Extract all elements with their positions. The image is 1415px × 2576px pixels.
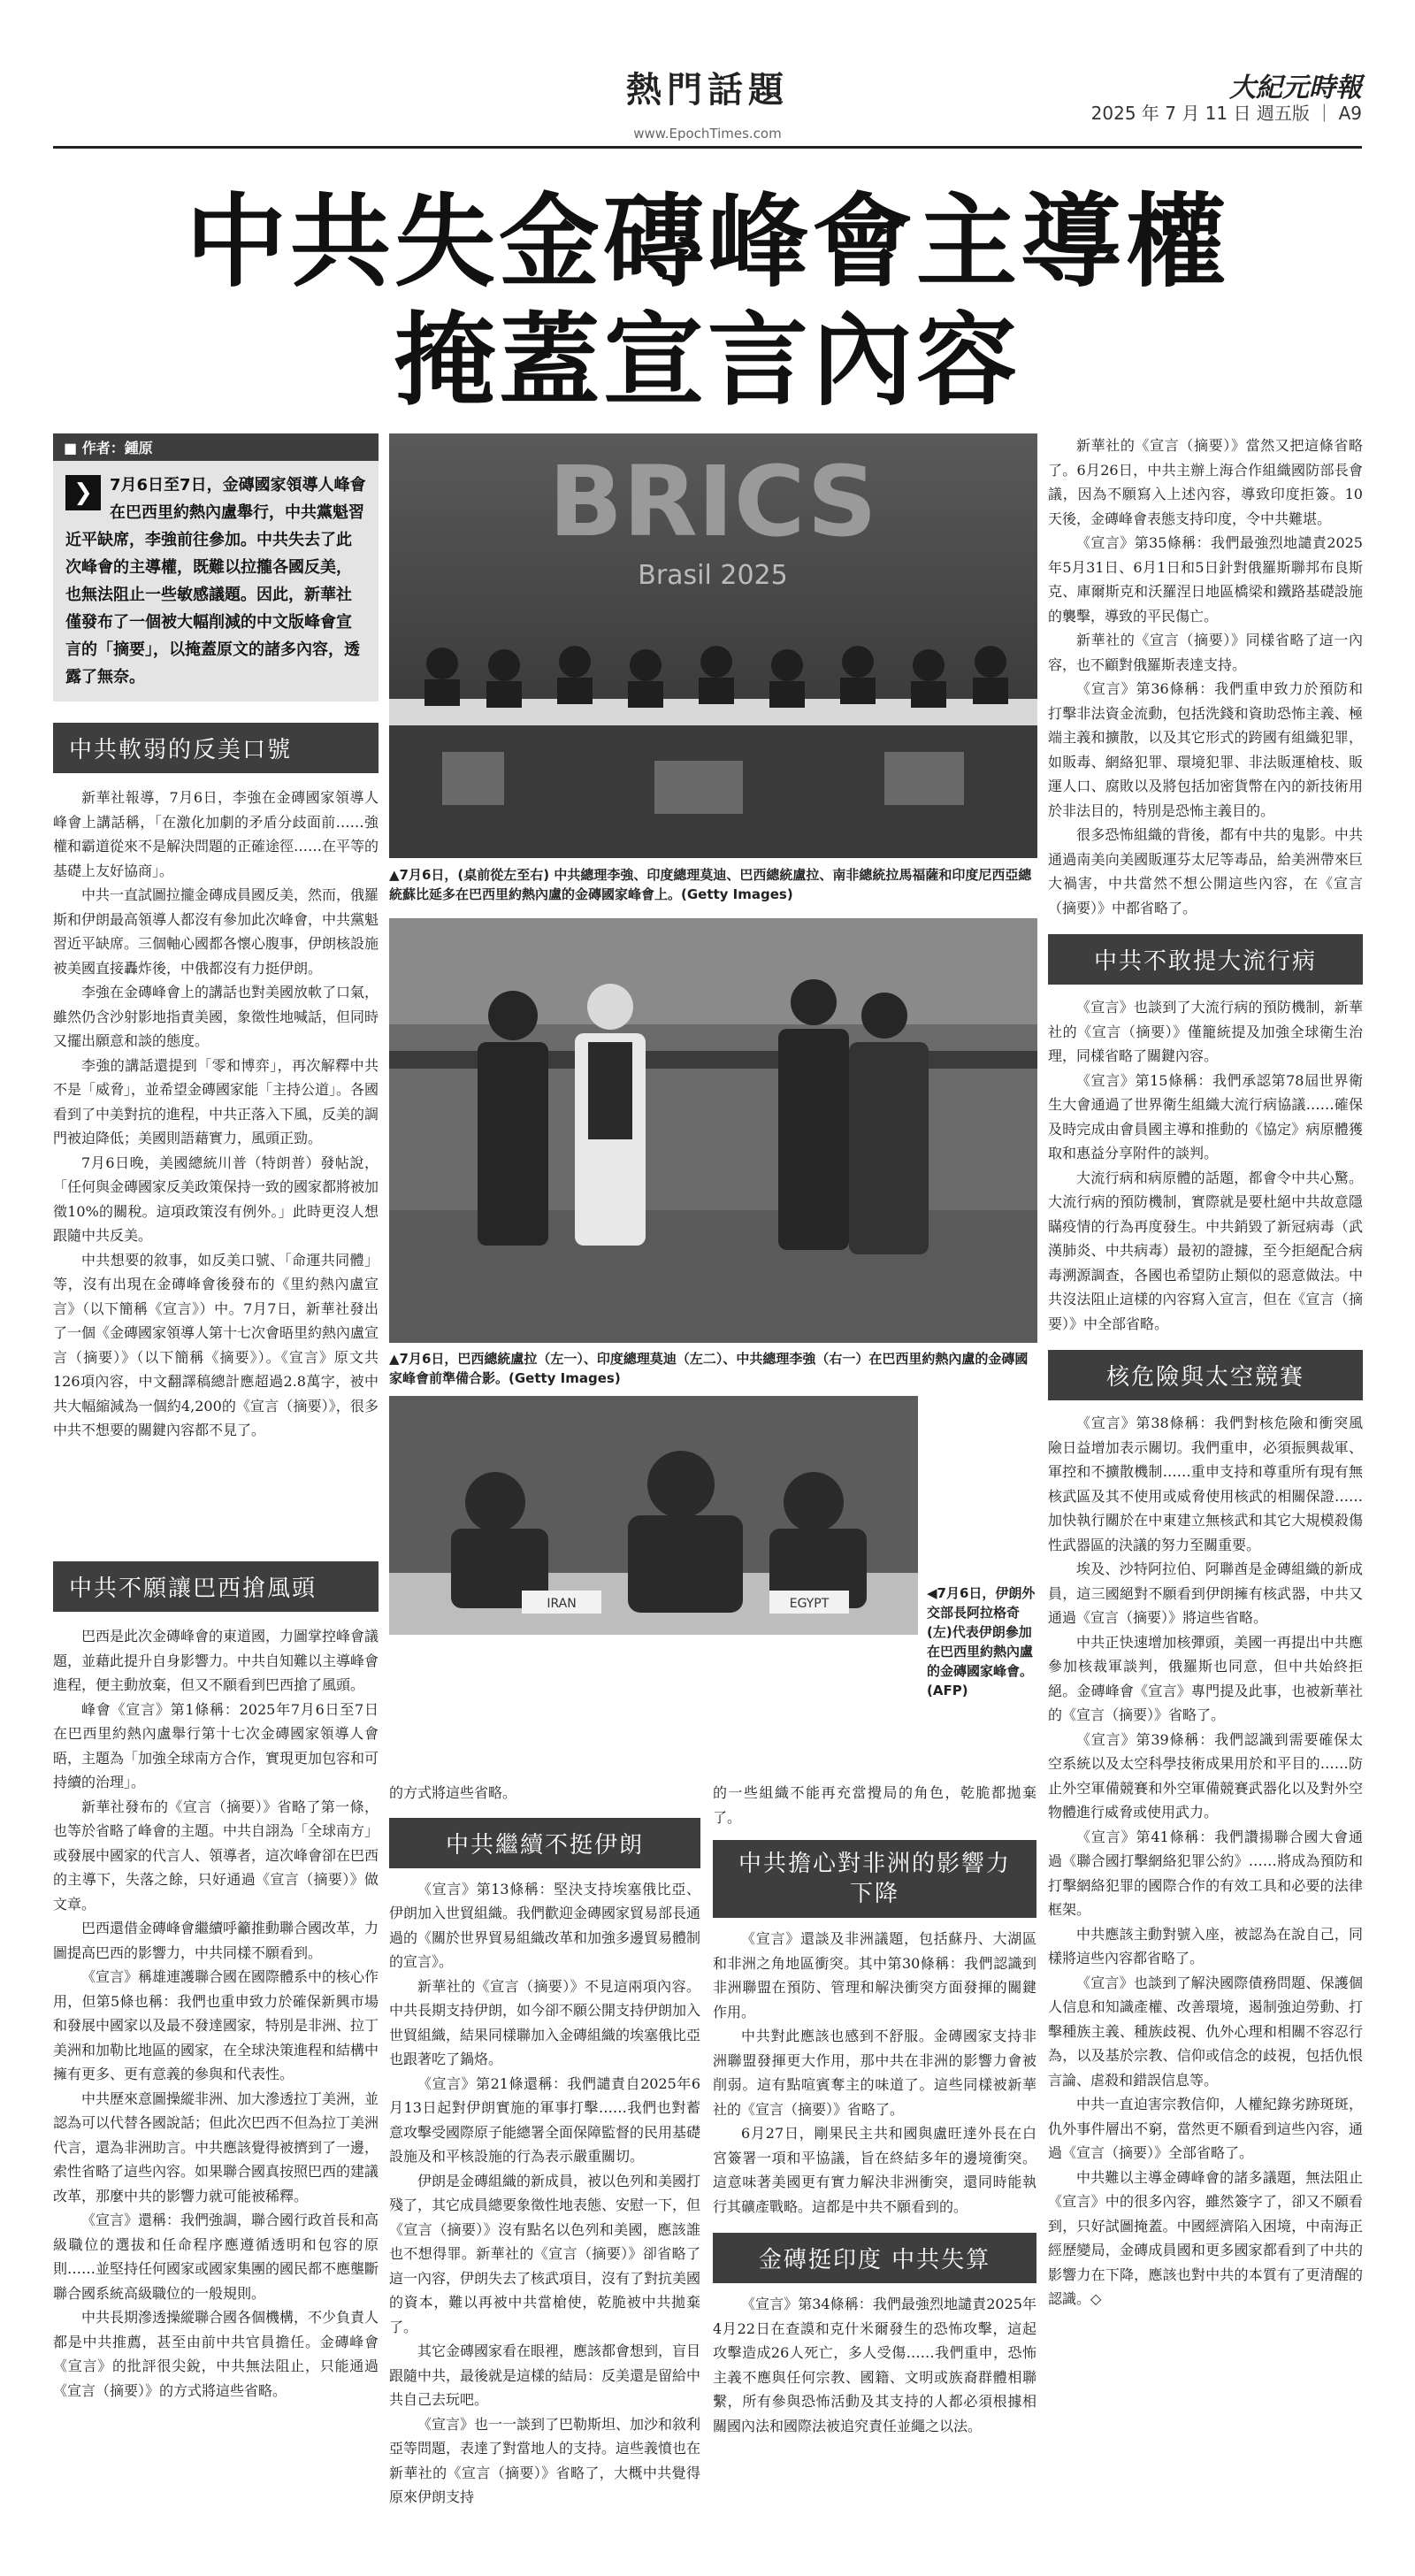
nameplate-iran: IRAN	[547, 1597, 577, 1611]
paragraph: 《宣言》第36條稱：我們重申致力於預防和打擊非法資金流動，包括洗錢和資助恐怖主義、極端主義和擴散，以及其它形式的跨國有組織犯罪，如販毒、網絡犯罪、環境犯罪、非法販運槍枝、販運人口、腐敗以及將包括加密貨幣在內的新技術用於非法目的，特別是恐怖主義目的。	[1048, 680, 1363, 819]
brics-sub-text: Brasil 2025	[638, 560, 788, 591]
paragraph: 峰會《宣言》第1條稱：2025年7月6日至7日在巴西里約熱內盧舉行第十七次金磚國家領導人會晤，主題為「加強全球南方合作，實現更加包容和可持續的治理」。	[53, 1700, 379, 1790]
paragraph: 巴西是此次金磚峰會的東道國，力圖掌控峰會議題，並藉此提升自身影響力。中共自知難以主導峰會進程，便主動放棄，但又不願看到巴西搶了風頭。	[53, 1628, 379, 1693]
col3-top: 的一些組織不能再充當攪局的角色，乾脆都拋棄了。	[713, 1784, 1036, 1826]
masthead-rule	[53, 146, 1362, 149]
column-2-tail-text	[389, 1781, 700, 1806]
section-heading-2: 中共不願讓巴西搶風頭	[53, 1561, 379, 1612]
paragraph: 伊朗是金磚組織的新成員，被以色列和美國打殘了，其它成員總要象徵性地表態、安慰一下，但《宣言（摘要）》沒有點名以色列和美國，應該誰也不想得罪。新華社的《宣言（摘要）》卻省略了這一內容，伊朗失去了核武項目，沒有了對抗美國的資本，難以再被中共當槍使，乾脆被中共拋棄了。	[389, 2172, 701, 2335]
paragraph: 《宣言》第34條稱：我們最強烈地譴責2025年4月22日在查謨和克什米爾發生的恐怖攻擊，這起攻擊造成26人死亡，多人受傷……我們重申，恐怖主義不應與任何宗教、國籍、文明或族裔群體相聯繫，所有參與恐怖活動及其支持的人都必須根據相關國內法和國際法被追究責任並繩之以法。	[713, 2296, 1036, 2434]
photo-iran-minister	[389, 1396, 918, 1635]
column-1-lower	[53, 1561, 379, 2403]
iran-minister-image	[389, 1396, 918, 1635]
column-3	[713, 1781, 1036, 2438]
column-1	[53, 433, 379, 1443]
paragraph: 中共正快速增加核彈頭，美國一再提出中共應參加核裁軍談判，俄羅斯也同意，但中共始終拒絕。金磚峰會《宣言》專門提及此事，也被新華社的《宣言（摘要）》省略了。	[1048, 1633, 1363, 1723]
chevron-right-icon: ❯	[65, 475, 101, 510]
paragraph: 《宣言》第39條稱：我們認識到需要確保太空系統以及太空科學技術成果用於和平目的……防止外空軍備競賽和外空軍備競賽武器化以及對外空物體進行威脅或使用武力。	[1048, 1730, 1363, 1821]
paragraph: 《宣言》也談到了大流行病的預防機制，新華社的《宣言（摘要）》僅籠統提及加強全球衛生治理，同樣省略了關鍵內容。	[1048, 999, 1363, 1064]
paragraph: 《宣言》還談及非洲議題，包括蘇丹、大湖區和非洲之角地區衝突。其中第30條稱：我們認識到非洲聯盟在預防、管理和解決衝突方面發揮的關鍵作用。	[713, 1930, 1036, 2020]
site-url[interactable]: www.EpochTimes.com	[633, 126, 782, 142]
article-body-1a	[53, 786, 379, 1443]
paragraph: 《宣言》也談到了解決國際債務問題、保護個人信息和知識產權、改善環境，遏制強迫勞動、打擊種族主義、種族歧視、仇外心理和相關不容忍行為，以及基於宗教、信仰或信念的歧視，包括仇恨言論、虐殺和錯誤信息等。	[1048, 1974, 1363, 2089]
date-line: 2025 年 7 月 11 日 週五版 ｜ A9	[1090, 103, 1362, 124]
headline-line-1: 中共失金磚峰會主導權	[185, 183, 1229, 301]
brics-logo-text: BRICS	[548, 445, 877, 558]
paragraph: 中共一直迫害宗教信仰，人權紀錄劣跡斑斑，仇外事件層出不窮，當然更不願看到這些內容，通過《宣言（摘要）》全部省略了。	[1048, 2096, 1363, 2161]
article-body-3a	[713, 1927, 1036, 2219]
paragraph: 李強在金磚峰會上的講話也對美國放軟了口氣，雖然仍含沙射影地指責美國，象徵性地喊話，但同時又擺出願意和談的態度。	[53, 984, 379, 1049]
paragraph: 中共長期滲透操縱聯合國各個機構，不少負責人都是中共推薦，甚至由前中共官員擔任。金磚峰會《宣言》的批評很尖銳，中共無法阻止，只能通過《宣言（摘要）》的方式將這些省略。	[53, 2309, 379, 2399]
paragraph: 《宣言》第13條稱：堅決支持埃塞俄比亞、伊朗加入世貿組織。我們歡迎金磚國家貿易部長通過的《關於世界貿易組織改革和加強多邊貿易體制的宣言》。	[389, 1880, 701, 1970]
column-3-top-text	[713, 1781, 1036, 1829]
paragraph: 新華社的《宣言（摘要）》同樣省略了這一內容，也不顧對俄羅斯表達支持。	[1048, 632, 1363, 673]
column-4	[1048, 433, 1363, 2312]
photo-brics-summit	[389, 433, 1037, 858]
paragraph: 中共應該主動對號入座，被認為在說自己，同樣將這些內容都省略了。	[1048, 1925, 1363, 1966]
paragraph: 新華社的《宣言（摘要）》當然又把這條省略了。6月26日，中共主辦上海合作組織國防部長會議，因為不願寫入上述內容，導致印度拒簽。10天後，金磚峰會表態支持印度，令中共難堪。	[1048, 437, 1363, 527]
paragraph: 李強的講話還提到「零和博弈」，再次解釋中共不是「威脅」，並希望金磚國家能「主持公道」。各國看到了中美對抗的進程，中共正落入下風，反美的調門被迫降低；美國則語藉實力，風頭正勁。	[53, 1056, 379, 1146]
paragraph: 大流行病和病原體的話題，都會令中共心驚。大流行病的預防機制，實際就是要杜絕中共故意隱瞞疫情的行為再度發生。中共銷毀了新冠病毒（武漢肺炎、中共病毒）最初的證據，至今拒絕配合病毒溯源調查，各國也希望防止類似的惡意做法。中共沒法阻止這樣的內容寫入宣言，但在《宣言（摘要）》中全部省略。	[1048, 1169, 1363, 1332]
lede-text: 7月6日至7日，金磚國家領導人峰會在巴西里約熱內盧舉行，中共黨魁習近平缺席，李強前往參加。中共失去了此次峰會的主導權，既難以拉攏各國反美，也無法阻止一些敏感議題。因此，新華社僅發布了一個被大幅削減的中文版峰會宣言的「摘要」，以掩蓋原文的諸多內容，透露了無奈。	[65, 476, 366, 686]
col2-tail: 的方式將這些省略。	[389, 1784, 517, 1801]
paragraph: 中共一直試圖拉攏金磚成員國反美，然而，俄羅斯和伊朗最高領導人都沒有參加此次峰會，中共黨魁習近平缺席。三個軸心國都各懷心腹事，伊朗核設施被美國直接轟炸後，中俄都沒有力挺伊朗。	[53, 886, 379, 977]
paragraph: 新華社發布的《宣言（摘要）》省略了第一條，也等於省略了峰會的主題。中共自詡為「全球南方」或發展中國家的代言人、領導者，這次峰會卻在巴西的主導下，失落之餘，只好通過《宣言（摘要）》做文章。	[53, 1798, 379, 1913]
headline-line-2: 掩蓋宣言內容	[394, 302, 1021, 419]
nameplate-egypt: EGYPT	[789, 1597, 830, 1611]
paragraph: 6月27日，剛果民主共和國與盧旺達外長在白宮簽署一項和平協議，旨在終結多年的邊境衝突。這意味著美國更有實力解決非洲衝突，還同時能執行其礦產戰略。這都是中共不願看到的。	[713, 2125, 1036, 2215]
lede-box	[53, 461, 379, 702]
photo-leaders-handshake	[389, 918, 1037, 1343]
section-heading-7: 核危險與太空競賽	[1048, 1350, 1363, 1400]
paragraph: 7月6日晚，美國總統川普（特朗普）發帖說，「任何與金磚國家反美政策保持一致的國家都將被加徵10%的關稅。這項政策沒有例外。」此時更沒人想跟隨中共反美。	[53, 1154, 379, 1244]
section-heading-4: 中共擔心對非洲的影響力下降	[713, 1840, 1036, 1918]
paragraph: 很多恐怖組織的背後，都有中共的鬼影。中共通過南美向美國販運芬太尼等毒品，給美洲帶來巨大禍害，中共當然不想公開這些內容，在《宣言（摘要）》中都省略了。	[1048, 826, 1363, 916]
section-heading-6: 中共不敢提大流行病	[1048, 934, 1363, 985]
article-body-4c	[1048, 1411, 1363, 2312]
leaders-handshake-image	[389, 918, 1037, 1343]
paragraph: 中共難以主導金磚峰會的諸多議題，無法阻止《宣言》中的很多內容，雖然簽字了，卻又不願看到，只好試圖掩蓋。中國經濟陷入困境，中南海正經歷變局，金磚成員國和更多國家都看到了中共的影響力在下降，應該也對中共的本質有了更清醒的認識。◇	[1048, 2168, 1363, 2307]
caption-1: ▲7月6日，(桌前從左至右) 中共總理李強、印度總理莫迪、巴西總統盧拉、南非總統拉馬福薩和印度尼西亞總統蘇比延多在巴西里約熱內盧的金磚國家峰會上。(Getty Images)	[389, 867, 1032, 902]
column-2	[389, 1781, 700, 2510]
article-body-1b	[53, 1624, 379, 2403]
section-title: 熱門話題	[626, 70, 789, 111]
article-body-4b	[1048, 995, 1363, 1336]
paragraph: 《宣言》還稱：我們強調，聯合國行政首長和高級職位的選拔和任命程序應遵循透明和包容的原則……並堅持任何國家或國家集團的國民都不應壟斷聯合國系統高級職位的一般規則。	[53, 2212, 379, 2302]
paragraph: 《宣言》第35條稱：我們最強烈地譴責2025年5月31日、6月1日和5日針對俄羅斯聯邦布良斯克、庫爾斯克和沃羅涅日地區橋梁和鐵路基礎設施的襲擊，導致的平民傷亡。	[1048, 534, 1363, 625]
section-heading-5: 金磚挺印度 中共失算	[713, 2233, 1036, 2283]
paragraph: 新華社報導，7月6日，李強在金磚國家領導人峰會上講話稱，「在激化加劇的矛盾分歧面前……強權和霸道從來不是解決問題的正確途徑……在平等的基礎上友好協商」。	[53, 789, 379, 879]
paragraph: 其它金磚國家看在眼裡，應該都會想到，盲目跟隨中共，最後就是這樣的結局：反美還是留給中共自己去玩吧。	[389, 2342, 701, 2408]
author-byline: ■ 作者：鍾原	[53, 433, 379, 461]
section-heading-1: 中共軟弱的反美口號	[53, 723, 379, 773]
caption-2: ▲7月6日，巴西總統盧拉（左一）、印度總理莫迪（左二）、中共總理李強（右一）在巴西里約熱內盧的金磚國家峰會前準備合影。(Getty Images)	[389, 1351, 1029, 1386]
paragraph: 《宣言》第38條稱：我們對核危險和衝突風險日益增加表示關切。我們重申，必須振興裁軍、軍控和不擴散機制……重申支持和尊重所有現有無核武區及其不使用或威脅使用核武的相關保證……加快執行關於在中東建立無核武和其它大規模殺傷性武器區的決議的努力至關重要。	[1048, 1414, 1363, 1553]
paragraph: 《宣言》稱雄連護聯合國在國際體系中的核心作用，但第5條也稱：我們也重申致力於確保新興市場和發展中國家以及最不發達國家，特別是非洲、拉丁美洲和加勒比地區的國家，在全球決策進程和結構中擁有更多、更有意義的參與和代表性。	[53, 1968, 379, 2082]
paragraph: 埃及、沙特阿拉伯、阿聯酋是金磚組織的新成員，這三國絕對不願看到伊朗擁有核武器，中共又通過《宣言（摘要）》將這些省略。	[1048, 1560, 1363, 1626]
paragraph: 新華社的《宣言（摘要）》不見這兩項內容。中共長期支持伊朗，如今卻不願公開支持伊朗加入世貿組織，結果同樣聯加入金磚組織的埃塞俄比亞也跟著吃了鍋烙。	[389, 1977, 701, 2067]
paragraph: 中共對此應該也感到不舒服。金磚國家支持非洲聯盟發揮更大作用，那中共在非洲的影響力會被削弱。這有點喧賓奪主的味道了。這些同樣被新華社的《宣言（摘要）》省略了。	[713, 2028, 1036, 2118]
publication-name: 大紀元時報	[1229, 73, 1362, 104]
paragraph: 巴西還借金磚峰會繼續呼籲推動聯合國改革，力圖提高巴西的影響力，中共同樣不願看到。	[53, 1920, 379, 1961]
sidecaption-iran: ◀7月6日，伊朗外交部長阿拉格奇(左)代表伊朗參加在巴西里約熱內盧的金磚國家峰會。(AFP)	[927, 1585, 1036, 1698]
paragraph: 《宣言》第21條還稱：我們譴責自2025年6月13日起對伊朗實施的軍事打擊……我們也對蓄意攻擊受國際原子能總署全面保障監督的民用基礎設施及和平核設施的行為表示嚴重關切。	[389, 2074, 701, 2165]
paragraph: 中共想要的敘事，如反美口號、「命運共同體」等，沒有出現在金磚峰會後發布的《里約熱內盧宣言》（以下簡稱《宣言》）中。7月7日，新華社發出了一個《金磚國家領導人第十七次會晤里約熱內盧宣言（摘要）》（以下簡稱《摘要》）。《宣言》原文共126項內容，中文翻譯稿總計應超過2.8萬字，被中共大幅縮減為一個約4,200的《宣言（摘要）》，很多中共不想要的關鍵內容都不見了。	[53, 1251, 379, 1438]
brics-summit-image	[389, 433, 1037, 858]
article-body-3b	[713, 2292, 1036, 2438]
article-body-2	[389, 1877, 700, 2510]
paragraph: 《宣言》第15條稱：我們承認第78屆世界衛生大會通過了世界衛生組織大流行病協議……確保及時完成由會員國主導和推動的《協定》病原體獲取和惠益分享附件的談判。	[1048, 1071, 1363, 1162]
section-heading-3: 中共繼續不挺伊朗	[389, 1818, 700, 1868]
paragraph: 《宣言》第41條稱：我們讚揚聯合國大會通過《聯合國打擊網絡犯罪公約》……將成為預防和打擊網絡犯罪的國際合作的有效工具和必要的法律框架。	[1048, 1828, 1363, 1918]
paragraph: 《宣言》也一一談到了巴勒斯坦、加沙和敘利亞等問題，表達了對當地人的支持。這些義憤也在新華社的《宣言（摘要）》省略了，大概中共覺得原來伊朗支持	[389, 2415, 701, 2505]
paragraph: 中共歷來意圖操縱非洲、加大滲透拉丁美洲，並認為可以代替各國說話；但此次巴西不但為拉丁美洲代言，還為非洲助言。中共應該覺得被擠到了一邊，索性省略了這些內容。如果聯合國真按照巴西的建議改革，那麼中共的影響力就可能被稀釋。	[53, 2089, 379, 2204]
article-body-4a	[1048, 433, 1363, 920]
